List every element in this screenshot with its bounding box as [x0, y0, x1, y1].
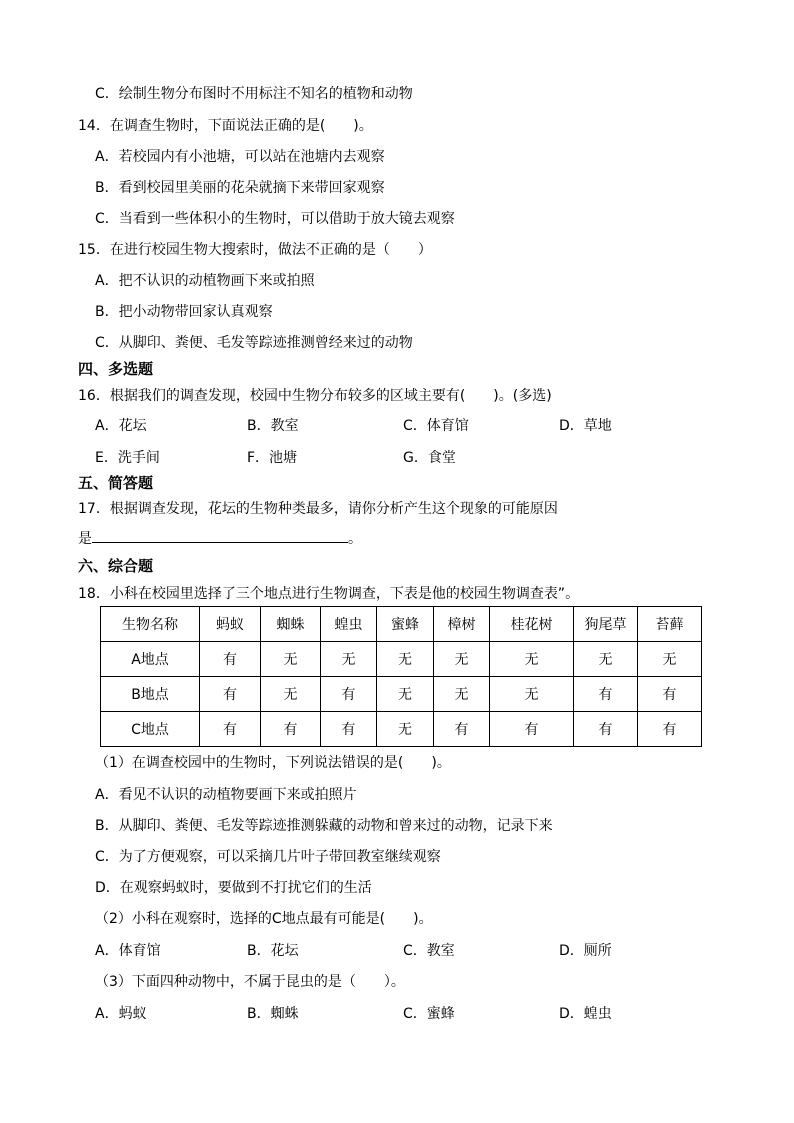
table-header-cell: 蜘蛛	[261, 607, 321, 642]
table-cell: C地点	[101, 712, 200, 747]
q18-sub1-option-a: A．看见不认识的动植物要画下来或拍照片	[95, 787, 357, 803]
table-row	[101, 712, 702, 747]
table-cell: 无	[377, 642, 434, 677]
table-cell: 无	[261, 642, 321, 677]
q16-option: F．池塘	[247, 450, 298, 466]
q18-stem: 18．小科在校园里选择了三个地点进行生物调查，下表是他的校园生物调查表”。	[78, 586, 580, 602]
q18-sub2-stem: （2）小科在观察时，选择的C地点最有可能是( )。	[95, 911, 433, 927]
q16-stem: 16．根据我们的调查发现，校园中生物分布较多的区域主要有( )。(多选)	[78, 388, 552, 404]
table-header-cell: 蜜蜂	[377, 607, 434, 642]
q16-option: C．体育馆	[403, 418, 469, 434]
table-header-cell: 樟树	[434, 607, 490, 642]
q18-sub3-stem: （3）下面四种动物中，不属于昆虫的是（ ）。	[95, 974, 405, 990]
section-heading-multiple-choice: 四、多选题	[78, 360, 154, 378]
q14-option-b: B．看到校园里美丽的花朵就摘下来带回家观察	[95, 180, 385, 196]
table-row	[101, 642, 702, 677]
table-cell: 有	[321, 712, 377, 747]
table-cell: B地点	[101, 677, 200, 712]
q17-answer-line	[78, 528, 362, 548]
section-heading-short-answer: 五、简答题	[78, 474, 154, 492]
table-cell: 有	[490, 712, 574, 747]
table-cell: 无	[434, 642, 490, 677]
table-header-cell: 蝗虫	[321, 607, 377, 642]
table-cell: 有	[200, 677, 261, 712]
table-cell: A地点	[101, 642, 200, 677]
table-cell: 无	[490, 677, 574, 712]
table-cell: 无	[490, 642, 574, 677]
q18-sub2-option: A．体育馆	[95, 943, 161, 959]
q15-stem: 15．在进行校园生物大搜索时，做法不正确的是（ ）	[78, 242, 432, 258]
table-cell: 有	[638, 677, 702, 712]
q18-sub1-option-b: B．从脚印、粪便、毛发等踪迹推测躲藏的动物和曾来过的动物，记录下来	[95, 818, 553, 834]
q18-sub3-option: B．蜘蛛	[247, 1006, 299, 1022]
table-cell: 无	[377, 677, 434, 712]
q18-sub2-option: D．厕所	[559, 943, 612, 959]
table-cell: 有	[638, 712, 702, 747]
q18-sub1-stem: （1）在调查校园中的生物时，下列说法错误的是( )。	[95, 755, 451, 771]
table-header-cell: 苔藓	[638, 607, 702, 642]
q17-stem: 17．根据调查发现，花坛的生物种类最多，请你分析产生这个现象的可能原因	[78, 501, 558, 517]
table-header-cell: 狗尾草	[574, 607, 638, 642]
q16-option: B．教室	[247, 418, 299, 434]
q18-sub2-option: C．教室	[403, 943, 455, 959]
q16-option: A．花坛	[95, 418, 147, 434]
q18-sub3-option: D．蝗虫	[559, 1006, 612, 1022]
q16-option: D．草地	[559, 418, 612, 434]
table-header-cell: 蚂蚁	[200, 607, 261, 642]
q18-sub2-option: B．花坛	[247, 943, 299, 959]
table-cell: 无	[638, 642, 702, 677]
table-cell: 有	[434, 712, 490, 747]
table-cell: 有	[200, 642, 261, 677]
table-cell: 无	[377, 712, 434, 747]
q18-sub1-option-d: D．在观察蚂蚁时，要做到不打扰它们的生活	[95, 880, 372, 896]
survey-table	[100, 606, 702, 747]
q17-prefix: 是	[78, 531, 92, 547]
table-cell: 有	[321, 677, 377, 712]
q14-stem: 14．在调查生物时，下面说法正确的是( )。	[78, 118, 373, 134]
table-header-row	[101, 607, 702, 642]
table-cell: 有	[574, 677, 638, 712]
q14-option-c: C．当看到一些体积小的生物时，可以借助于放大镜去观察	[95, 211, 455, 227]
q15-option-a: A．把不认识的动植物画下来或拍照	[95, 273, 315, 289]
q13-option-c: C．绘制生物分布图时不用标注不知名的植物和动物	[95, 86, 413, 102]
q15-option-c: C．从脚印、粪便、毛发等踪迹推测曾经来过的动物	[95, 335, 413, 351]
q17-suffix: 。	[348, 531, 362, 547]
q16-option: E．洗手间	[95, 450, 160, 466]
q18-sub1-option-c: C．为了方便观察，可以采摘几片叶子带回教室继续观察	[95, 849, 441, 865]
q15-option-b: B．把小动物带回家认真观察	[95, 304, 273, 320]
q17-answer-blank[interactable]	[92, 528, 348, 543]
table-cell: 有	[574, 712, 638, 747]
table-header-cell: 桂花树	[490, 607, 574, 642]
table-cell: 有	[261, 712, 321, 747]
q14-option-a: A．若校园内有小池塘，可以站在池塘内去观察	[95, 149, 385, 165]
q18-sub3-option: A．蚂蚁	[95, 1006, 147, 1022]
table-cell: 无	[434, 677, 490, 712]
table-cell: 无	[321, 642, 377, 677]
table-row	[101, 677, 702, 712]
table-cell: 无	[261, 677, 321, 712]
table-cell: 有	[200, 712, 261, 747]
table-cell: 无	[574, 642, 638, 677]
q16-option: G．食堂	[403, 450, 456, 466]
q18-sub3-option: C．蜜蜂	[403, 1006, 455, 1022]
table-header-cell: 生物名称	[101, 607, 200, 642]
section-heading-comprehensive: 六、综合题	[78, 557, 154, 575]
